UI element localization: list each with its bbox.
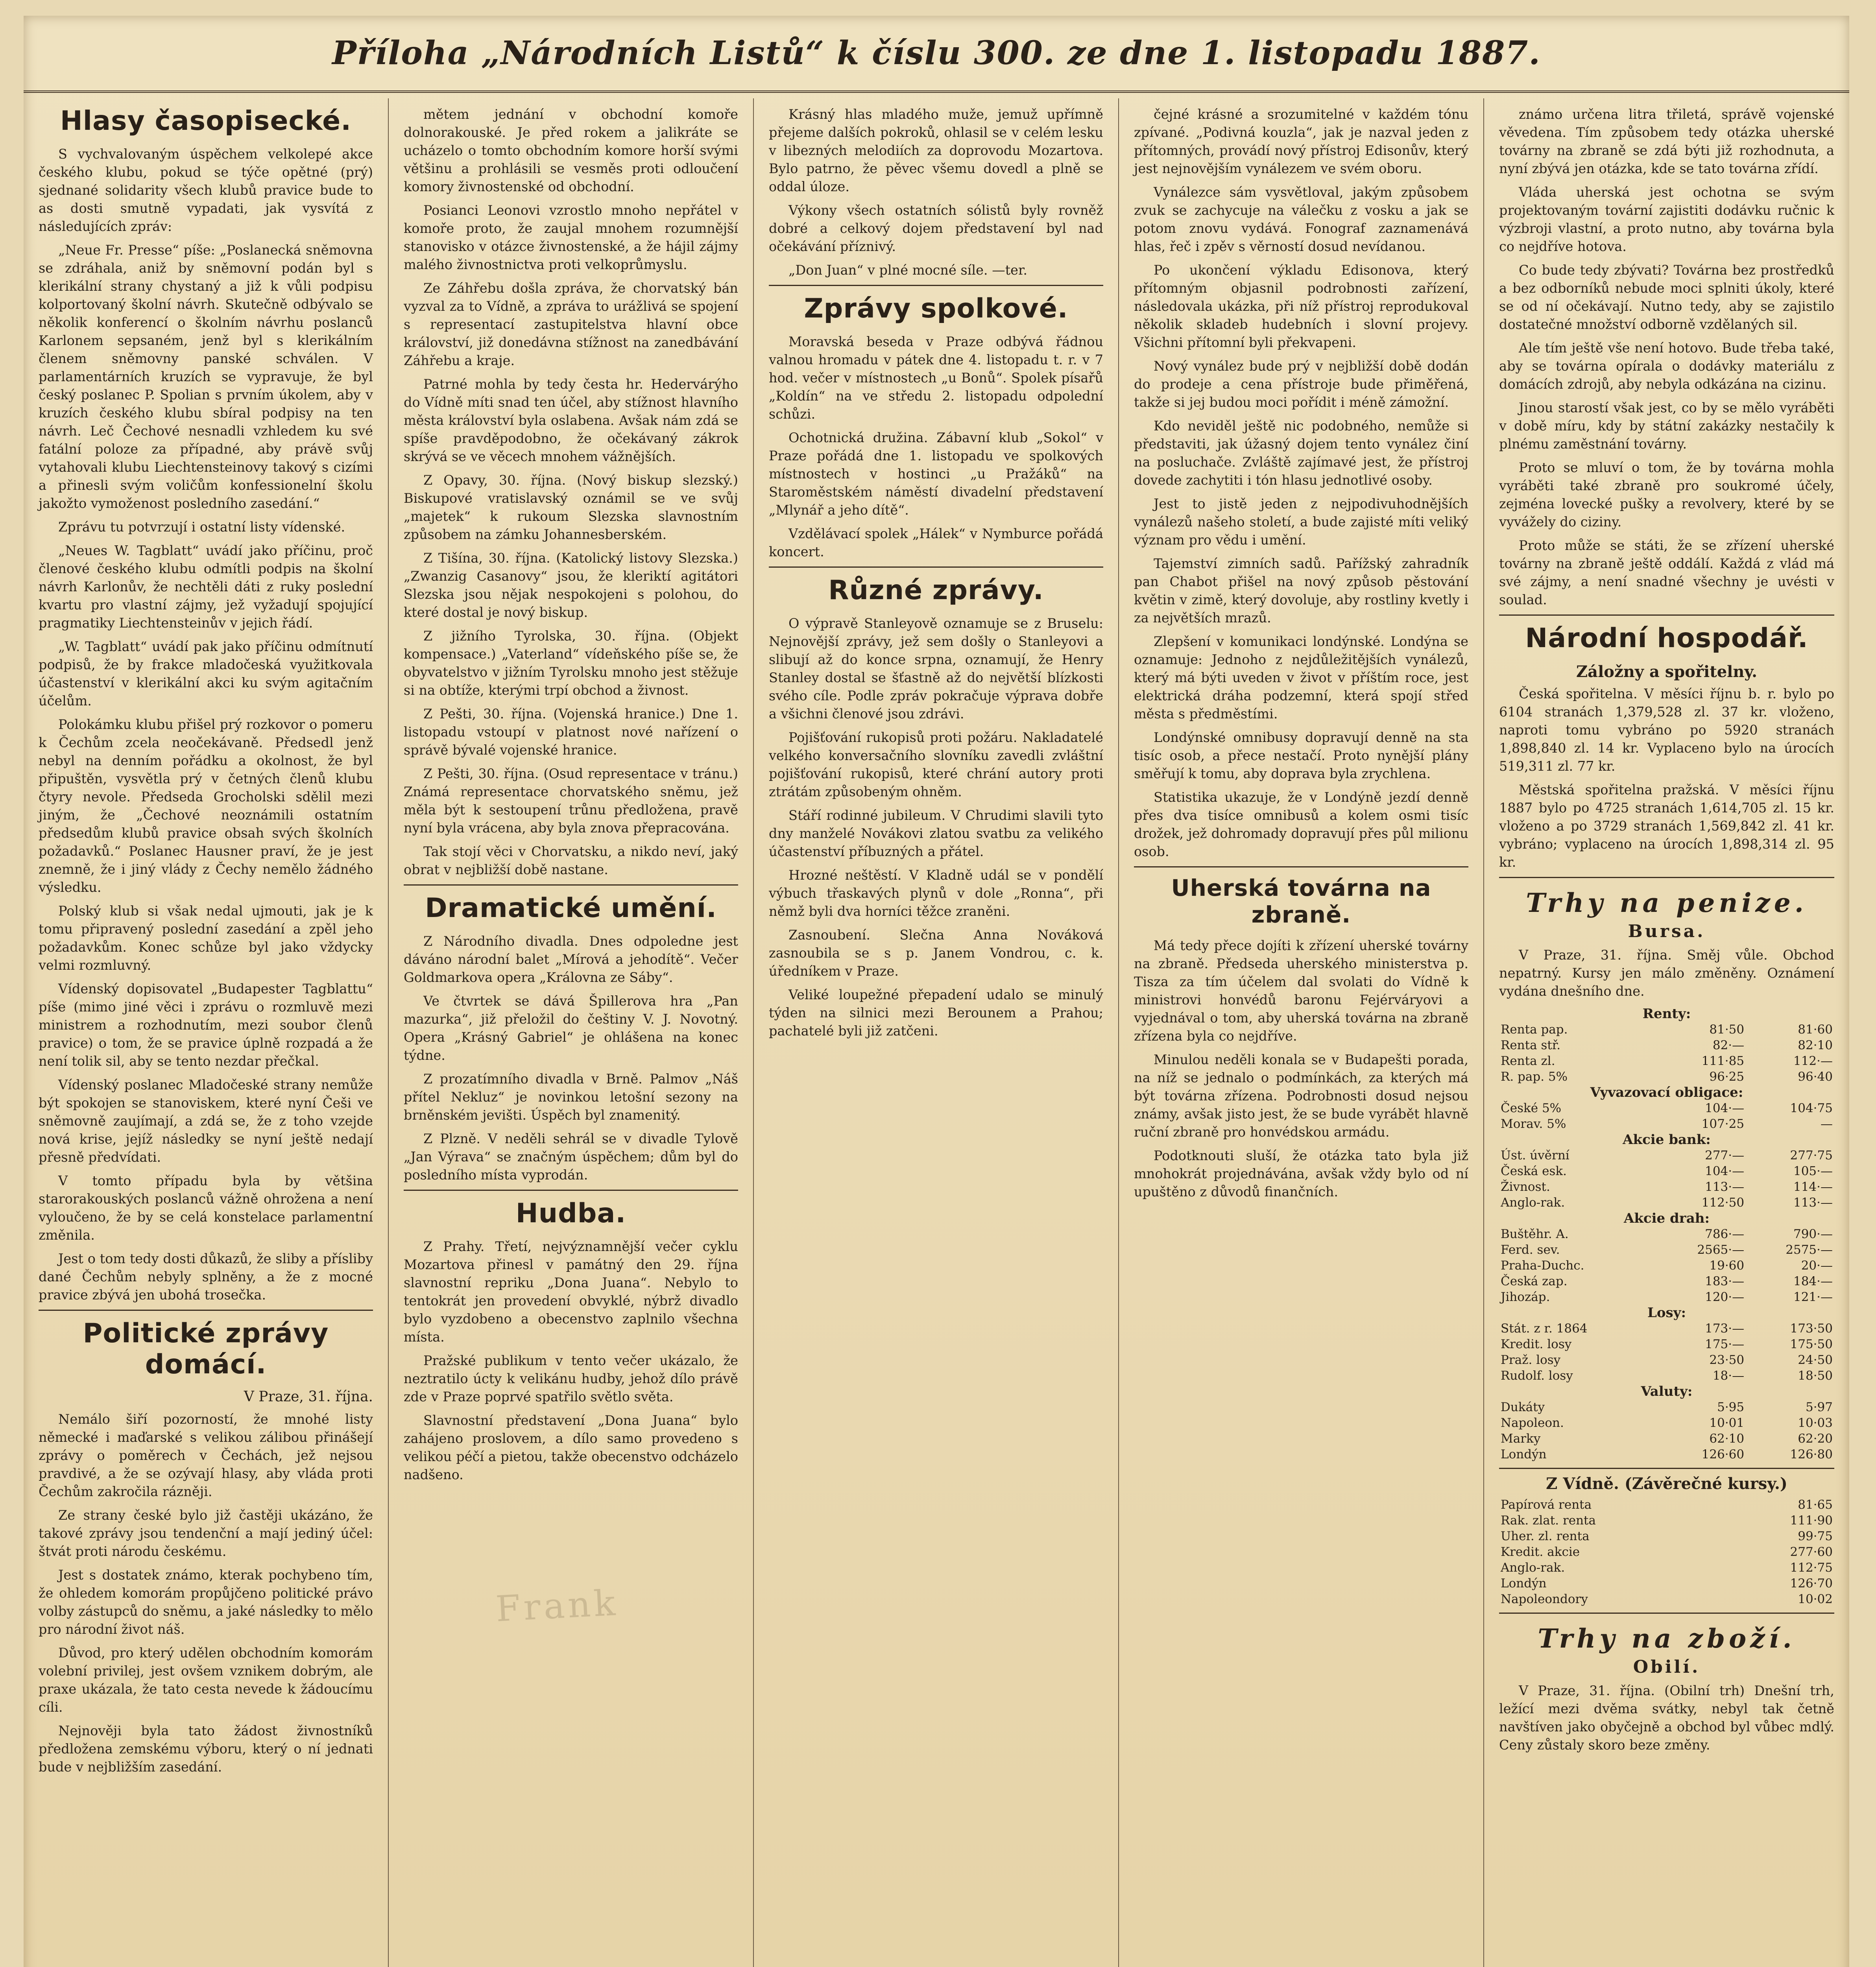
quote-name: Napoleon. (1501, 1416, 1564, 1430)
quote-value: 23·50 (1709, 1353, 1745, 1367)
quote-value: 113·— (1705, 1180, 1745, 1194)
divider (404, 884, 738, 886)
article-paragraph: Proto může se státi, že se zřízení uherské továrny na zbraně ještě oddálí. Každá z vlád má své zájmy, a není snadné všechny je uvésti v soulad. (1499, 538, 1834, 607)
quote-value: 112·50 (1701, 1196, 1745, 1210)
quote-row (1499, 1352, 1834, 1368)
quote-row (1499, 1116, 1834, 1132)
article-paragraph: Podotknouti sluší, že otázka tato byla již mnohokrát projednávána, avšak vždy bylo od ní upuštěno z důvodů finančních. (1134, 1148, 1468, 1199)
divider (1499, 1468, 1834, 1469)
article-paragraph: Pojišťování rukopisů proti požáru. Nakladatelé velkého konversačního slovníku zavedli zvláštní pojišťování rukopisů, které chrání autory proti ztrátám způsobeným ohněm. (769, 730, 1103, 799)
quote-row (1499, 1258, 1834, 1273)
article-paragraph: Pražské publikum v tento večer ukázalo, že neztratilo úcty k velikánu hudby, jehož dílo právě zde v Praze poprvé spatřilo světlo světa. (404, 1353, 738, 1404)
drama-paragraphs (404, 932, 738, 1184)
quote-value: 62·20 (1798, 1432, 1833, 1446)
quote-value: 82·— (1712, 1038, 1745, 1052)
newspaper-page (24, 16, 1849, 1967)
divider (1499, 1613, 1834, 1614)
article-paragraph: V tomto případu byla by většina starorakouských poslanců vážně ohrožena a není vyloučeno, že by se celá konstelace parlamentní změnila. (39, 1173, 373, 1243)
article-paragraph: Tajemství zimních sadů. Pařížský zahradník pan Chabot přišel na nový způsob pěstování květin v zimě, který dovoluje, aby rostliny kvetly i za největších mrazů. (1134, 556, 1468, 626)
divider (39, 1310, 373, 1311)
quote-row (1499, 1242, 1834, 1258)
quote-row (1499, 1399, 1834, 1415)
article-paragraph: Jest o tom tedy dosti důkazů, že sliby a přísliby dané Čechům nebyly splněny, a že z mocné pravice zbývá jen ubohá trosečka. (39, 1251, 373, 1303)
quote-section-row (1499, 1305, 1834, 1321)
goods-paragraphs (1499, 1682, 1834, 1754)
quote-value: 114·— (1793, 1180, 1833, 1194)
quote-name: Kredit. losy (1501, 1337, 1572, 1351)
quote-row (1499, 1100, 1834, 1116)
article-paragraph: známo určena litra třiletá, správě vojenské věvedena. Tím způsobem tedy otázka uherské továrny na zbraně se zdá býti již rozhodnuta, a nyní zbývá jen otázka, kde se tato továrna zřídí. (1499, 107, 1834, 176)
column-1-paragraphs (39, 145, 373, 1304)
quote-name: R. pap. 5% (1501, 1070, 1568, 1084)
section-heading-ruzne: Různé zprávy. (828, 575, 1044, 606)
article-paragraph: Patrné mohla by tedy česta hr. Hedervárýho do Vídně míti snad ten účel, aby stížnost hlavního města království byla oslabena. Avšak nám zdá se spíše pravděpodobno, že očekávaný zákrok skrývá se ve věcech mnohem vážnějších. (404, 376, 738, 464)
quote-section-row (1499, 1085, 1834, 1100)
quote-section-row (1499, 1132, 1834, 1148)
quote-name: Jihozáp. (1501, 1290, 1550, 1304)
article-paragraph: Vídenský poslanec Mladočeské strany nemůže být spokojen se stanoviskem, které nyní Češi ve sněmovně zaujímají, a zdá se, že z toho vzejde nová krise, jejíž následky se nyní ještě nedají přesně předvídati. (39, 1077, 373, 1165)
quote-name: Česká esk. (1501, 1164, 1567, 1178)
quote-value: 81·65 (1798, 1498, 1833, 1512)
quote-value: 113·— (1793, 1196, 1833, 1210)
divider (769, 285, 1103, 286)
section-heading-hudba: Hudba. (515, 1198, 626, 1229)
article-paragraph: Z Prahy. Třetí, nejvýznamnější večer cyklu Mozartova přinesl v památný den 29. října slavnostní repriku „Dona Juana“. Nebylo to tentokrát jen provedení obvyklé, nýbrž divadlo bylo vyzdobeno a obecenstvo zaplnilo všechna místa. (404, 1239, 738, 1345)
article-paragraph: Zprávu tu potvrzují i ostatní listy vídenské. (58, 519, 345, 535)
quote-name: Renta pap. (1501, 1022, 1568, 1037)
quote-value: 2575·— (1786, 1243, 1833, 1257)
article-paragraph: Co bude tedy zbývati? Továrna bez prostředků a bez odborníků nebude moci splniti úkoly, které se od ní očekávají. Nutno tedy, aby se zajistilo dostatečné množství odborně vzdělaných sil. (1499, 262, 1834, 332)
column-3 (754, 98, 1119, 1967)
quote-value: 107·25 (1701, 1117, 1745, 1131)
article-paragraph: „W. Tagblatt“ uvádí pak jako příčinu odmítnutí podpisů, že by frakce mladočeská využitkovala účastenství v klerikální akci ku svým agitačním účelům. (39, 639, 373, 709)
quote-name: Anglo-rak. (1501, 1561, 1565, 1575)
vienna-row (1499, 1576, 1834, 1591)
quote-name: Rak. zlat. renta (1501, 1513, 1596, 1528)
quote-value: 126·80 (1790, 1447, 1833, 1461)
article-paragraph: Proto se mluví o tom, že by továrna mohla vyráběti také zbraně pro soukromé účely, zejména lovecké pušky a revolvery, které by se vyvážely do ciziny. (1499, 460, 1834, 530)
quote-row (1499, 1069, 1834, 1085)
quote-row (1499, 1163, 1834, 1179)
article-paragraph: Z prozatímního divadla v Brně. Palmov „Náš přítel Nekluz“ je novinkou letošní sezony na brněnském jevišti. Úspěch byl znamenitý. (404, 1071, 738, 1123)
article-paragraph: Z Plzně. V neděli sehrál se v divadle Tylově „Jan Výrava“ se značným úspěchem; dům byl do posledního místa vyprodán. (404, 1131, 738, 1183)
article-paragraph: Ochotnická družina. Zábavní klub „Sokol“ v Praze pořádá dne 1. listopadu ve spolkových místnostech v hostinci „u Pražáků“ na Staroměstském náměstí divadelní představení „Mlynář a jeho dítě“. (769, 430, 1103, 518)
article-paragraph: Posianci Leonovi vzrostlo mnoho nepřátel v komoře proto, že zaujal mnohem rozumnější stanovisko v otázce živnostenské, a že hájil zájmy malého živnostnictva proti velkoprůmyslu. (404, 203, 738, 272)
article-paragraph: Z Národního divadla. Dnes odpoledne jest dáváno národní balet „Mírová a jehodítě“. Večer Goldmarkova opera „Královna ze Sáby“. (404, 934, 738, 985)
article-paragraph: Jest to jistě jeden z nejpodivuhodnějších vynálezů našeho století, a bude zajisté míti veliký význam pro vědu i umění. (1134, 496, 1468, 548)
article-paragraph: Ale tím ještě vše není hotovo. Bude třeba také, aby se továrna opírala o dodávky materiálu z domácích zdrojů, aby nebyla odkázána na cizinu. (1499, 340, 1834, 392)
quote-value: 82·10 (1798, 1038, 1833, 1052)
article-paragraph: Městská spořitelna pražská. V měsíci říjnu 1887 bylo po 4725 stranách 1,614,705 zl. 15 kr. vloženo a po 3729 stranách 1,569,842 zl. 41 kr. vybráno; vyplaceno na úrocích 1,898,314 zl. 95 kr. (1499, 782, 1834, 870)
column-4-paragraphs (1134, 105, 1468, 861)
quote-row (1499, 1447, 1834, 1462)
quote-value: 175·50 (1790, 1337, 1833, 1351)
quote-row (1499, 1179, 1834, 1195)
hospodar-paragraphs (1499, 685, 1834, 871)
goods-subheading: Obilí. (1633, 1657, 1701, 1677)
quote-value: 96·40 (1798, 1070, 1833, 1084)
vienna-row (1499, 1528, 1834, 1544)
column-1 (24, 98, 389, 1967)
divider (769, 566, 1103, 568)
quote-section-label: Valuty: (1641, 1384, 1693, 1399)
article-paragraph: V Praze, 31. října. (Obilní trh) Dnešní trh, ležící mezi dvěma svátky, nebyl tak četně navštíven jako obyčejně a obchod byl vůbec mdlý. Ceny zůstaly skoro beze změny. (1499, 1683, 1834, 1753)
quote-value: 104·— (1705, 1101, 1745, 1115)
vienna-heading: Z Vídně. (Závěrečné kursy.) (1546, 1474, 1787, 1493)
market-intro: V Praze, 31. října. Směj vůle. Obchod nepatrný. Kursy jen málo změněny. Oznámení vydána dnešního dne. (1499, 947, 1834, 999)
quote-value: 18·— (1712, 1369, 1745, 1383)
spolky-paragraphs (769, 333, 1103, 561)
quote-name: Renta zl. (1501, 1054, 1555, 1068)
quote-row (1499, 1431, 1834, 1447)
article-paragraph: Kdo neviděl ještě nic podobného, nemůže si představiti, jak úžasný dojem tento vynález činí na posluchače. Zvláště zajímavé jest, že přístroj dovede zachytiti i tón hlasu jednotlivé osoby. (1134, 418, 1468, 488)
article-paragraph: Zasnoubení. Slečna Anna Nováková zasnoubila se s p. Janem Vondrou, c. k. úředníkem v Praze. (769, 927, 1103, 979)
quote-row (1499, 1415, 1834, 1431)
section-heading-spolkove: Zprávy spolkové. (804, 293, 1068, 324)
factory-paragraphs (1134, 937, 1468, 1201)
quote-section-label: Vyvazovací obligace: (1590, 1085, 1743, 1100)
article-paragraph: Vláda uherská jest ochotna se svým projektovaným tovární zajistiti dodávku ručnic k výzbroji vlastní, a proto nutno, aby továrna byla co nejdříve hotova. (1499, 185, 1834, 254)
article-paragraph: Důvod, pro který udělen obchodním komorám volební privilej, jest ovšem vznikem dobrým, ale praxe ukázala, že tato cesta nevede k žádoucímu cíli. (39, 1645, 373, 1715)
column-2 (389, 98, 754, 1967)
quote-value: 183·— (1705, 1274, 1745, 1288)
column-5-paragraphs (1499, 105, 1834, 609)
article-paragraph: Výkony všech ostatních sólistů byly rovněž dobré a celkový dojem představení byl nad očekávání příznivý. (769, 203, 1103, 254)
article-paragraph: Z Pešti, 30. října. (Vojenská hranice.) Dne 1. listopadu vstoupí v platnost nové nařízení o správě bývalé vojenské hranice. (404, 706, 738, 758)
quote-value: 81·60 (1798, 1022, 1833, 1037)
article-paragraph: Minulou neděli konala se v Budapešti porada, na níž se jednalo o podmínkách, za kterých má být továrna zřízena. Podrobnosti dosud nejsou známy, avšak jisto jest, že se bude vyrábět hlavně ruční zbraně pro honvédskou armádu. (1134, 1052, 1468, 1140)
quote-row (1499, 1148, 1834, 1163)
quote-value: 104·75 (1790, 1101, 1833, 1115)
quote-name: Živnost. (1501, 1180, 1550, 1194)
column-2-paragraphs (404, 105, 738, 879)
vienna-row (1499, 1544, 1834, 1560)
column-1b-paragraphs (39, 1410, 373, 1776)
article-paragraph: Zlepšení v komunikaci londýnské. Londýna se oznamuje: Jednoho z nejdůležitějších vynálezů, který má býti uveden v život v příštím roce, jest elektrická dráha podzemní, která spojí střed města s předměstími. (1134, 634, 1468, 721)
vienna-table (1499, 1497, 1834, 1607)
market-heading: Trhy na penize. (1526, 888, 1808, 918)
goods-heading: Trhy na zboží. (1538, 1623, 1796, 1654)
quote-row (1499, 1289, 1834, 1305)
quote-value: 173·— (1705, 1321, 1745, 1336)
section-heading-politicke: Politické zprávy domácí. (83, 1318, 329, 1380)
quote-row (1499, 1226, 1834, 1242)
article-paragraph: Jinou starostí však jest, co by se mělo vyráběti v době míru, kdy by státní zakázky nestačily k plnému zaměstnání továrny. (1499, 400, 1834, 452)
article-paragraph: Z jižního Tyrolska, 30. října. (Objekt kompensace.) „Vaterland“ vídeňského píše se, že obyvatelstvo v jižním Tyrolsku mnoho jest stěžuje si na obtíže, kterými trpí obchod a živnost. (404, 628, 738, 698)
quote-value: 126·60 (1701, 1447, 1745, 1461)
quote-value: 104·— (1705, 1164, 1745, 1178)
article-paragraph: Má tedy přece dojíti k zřízení uherské továrny na zbraně. Předseda uherského ministerstva p. Tisza za tím účelem dal svolati do Vídně k ministrovi honvédů baronu Fejérváryovi a vyjednával o tom, aby uherská továrna na zbraně zřízena byla co nejdříve. (1134, 938, 1468, 1044)
article-paragraph: Ze Záhřebu došla zpráva, že chorvatský bán vyzval za to Vídně, a zpráva to urážlivá se spojení s representací zastupitelstva hlavní obce království, již donedávna stížnost na zanedbávání Záhřebu a kraje. (404, 280, 738, 368)
divider (1499, 614, 1834, 616)
article-paragraph: Z Pešti, 30. října. (Osud representace v tránu.) Známá representace chorvatského sněmu, jež měla být k sestoupení trůnu předložena, pravě nyní byla vrácena, aby byla znova přepracována. (404, 766, 738, 836)
quote-value: 24·50 (1798, 1353, 1833, 1367)
quote-section-label: Losy: (1647, 1305, 1686, 1321)
quote-name: Dukáty (1501, 1400, 1545, 1414)
quote-row (1499, 1037, 1834, 1053)
quote-value: 99·75 (1798, 1529, 1833, 1543)
column-3-paragraphs (769, 105, 1103, 279)
masthead-title: Příloha „Národních Listů“ k číslu 300. ze dne 1. listopadu 1887. (332, 34, 1541, 72)
article-paragraph: Nemálo šiří pozorností, že mnohé listy německé i maďarské s velikou zálibou přinášejí zprávy o poměrech v Čechách, jež nejsou pravdivé, a že se ozývají hlasy, aby vláda proti Čechům zakročila rázněji. (39, 1412, 373, 1499)
quote-value: 5·97 (1805, 1400, 1833, 1414)
quote-value: 173·50 (1790, 1321, 1833, 1336)
article-paragraph: Z Tišína, 30. října. (Katolický listovy Slezska.) „Zwanzig Casanovy“ jsou, že kleriktí agitátori Slezska jsou nějak nespokojeni s polohou, do které dostal je nový biskup. (404, 550, 738, 620)
quote-value: 2565·— (1697, 1243, 1745, 1257)
vienna-row (1499, 1560, 1834, 1576)
section-subheading-zalozny: Záložny a spořitelny. (1576, 662, 1758, 681)
quote-value: 277·60 (1790, 1545, 1833, 1559)
quote-name: Marky (1501, 1432, 1541, 1446)
quote-row (1499, 1273, 1834, 1289)
article-paragraph: Polský klub si však nedal ujmouti, jak je k tomu připravený poslední zasedání a zpěl jeho požadavkům. Konec schůze byl jako vždycky velmi rozmluvný. (39, 903, 373, 973)
quote-value: 126·70 (1790, 1576, 1833, 1591)
quote-value: 19·60 (1709, 1258, 1745, 1273)
quote-value: 81·50 (1709, 1022, 1745, 1037)
quote-section-row (1499, 1384, 1834, 1399)
article-paragraph: Polokámku klubu přišel prý rozkovor o pomeru k Čechům zcela neočekávaně. Předsedl jenž nebyl na denním pořádku a okolnost, že byl připuštěn, vysvětla prý v četných členů klubu čtyry nevole. Předseda Grocholski sdělil mezi jiným, že „Čechové neoznámili ostatním předsedům klubů pravice obsah svých školních požadavků.“ Poslanec Hausner praví, že je jest znemně, že i jiný vlády z Čechy nemělo žádného výsledku. (39, 717, 373, 895)
quote-value: 10·01 (1709, 1416, 1745, 1430)
vienna-row (1499, 1497, 1834, 1513)
quote-value: 111·90 (1790, 1513, 1833, 1528)
quote-row (1499, 1368, 1834, 1384)
article-paragraph: Stáří rodinné jubileum. V Chrudimi slavili tyto dny manželé Novákovi zlatou svatbu za velikého účastenství příbuzných a přátel. (769, 808, 1103, 859)
quote-value: 277·— (1705, 1148, 1745, 1162)
quote-value: 10·02 (1798, 1592, 1833, 1606)
article-paragraph: Ve čtvrtek se dává Špillerova hra „Pan mazurka“, již přeložil do češtiny V. J. Novotný. Opera „Krásný Gabriel“ je ohlášena na konec týdne. (404, 993, 738, 1063)
quote-value: 96·25 (1709, 1070, 1745, 1084)
quote-row (1499, 1022, 1834, 1037)
quote-value: 786·— (1705, 1227, 1745, 1241)
quote-row (1499, 1053, 1834, 1069)
quote-section-row (1499, 1210, 1834, 1226)
dateline: V Praze, 31. října. (244, 1389, 373, 1405)
quote-name: Napoleondory (1501, 1592, 1588, 1606)
quote-value: 105·— (1793, 1164, 1833, 1178)
market-subheading: Bursa. (1628, 921, 1706, 941)
quote-name: Buštěhr. A. (1501, 1227, 1569, 1241)
article-paragraph: Londýnské omnibusy dopravují denně na sta tisíc osob, a přece nestačí. Proto nynější plány směřují k tomu, aby doprava byla zrychlena. (1134, 730, 1468, 781)
divider (1134, 866, 1468, 867)
article-paragraph: Česká spořitelna. V měsíci říjnu b. r. bylo po 6104 stranách 1,379,528 zl. 37 kr. vloženo, naproti tomu vybráno po 5920 stranách 1,898,840 zl. 14 kr. Vyplaceno bylo na úrocích 519,311 zl. 77 kr. (1499, 686, 1834, 774)
quote-value: 184·— (1793, 1274, 1833, 1288)
article-paragraph: Slavnostní představení „Dona Juana“ bylo zahájeno proslovem, a dílo samo provedeno s velikou péčí a pietou, takže obecenstvo odcházelo nadšeno. (404, 1413, 738, 1482)
article-paragraph: Ze strany české bylo již častěji ukázáno, že takové zprávy jsou tendenční a mají jediný účel: štvát proti národu českému. (39, 1508, 373, 1559)
article-paragraph: „Don Juan“ v plné mocné síle. —ter. (788, 262, 1027, 278)
columns (24, 98, 1849, 1967)
music-paragraphs (404, 1238, 738, 1484)
quote-section-label: Akcie drah: (1623, 1210, 1710, 1226)
article-paragraph: Tak stojí věci v Chorvatsku, a nikdo neví, jaký obrat v nejbližší době nastane. (404, 844, 738, 877)
article-paragraph: Statistika ukazuje, že v Londýně jezdí denně přes dva tisíce omnibusů a kolem osmi tisíc drožek, jež dohromady dopravují přes půl milionu osob. (1134, 790, 1468, 859)
article-paragraph: Krásný hlas mladého muže, jemuž upřímně přejeme dalších pokroků, ohlasil se v celém lesku v libezných melodiích za doprovodu Mozartova. Bylo patrno, že pěvec všemu dovedl a plně se oddal úloze. (769, 107, 1103, 194)
article-paragraph: mětem jednání v obchodní komoře dolnorakouské. Je před rokem a jalikráte se ucházelo o tomto obchodním komore horší svými většinu a prohlásili se vesměs proti odloučení komory živnostenské od obchodní. (404, 107, 738, 194)
quote-section-label: Renty: (1642, 1006, 1691, 1022)
quote-name: Londýn (1501, 1447, 1547, 1461)
ruzne-paragraphs (769, 614, 1103, 1040)
article-paragraph: Vynálezce sám vysvětloval, jakým způsobem zvuk se zachycuje na válečku z vosku a jak se potom znovu vydává. Fonograf zaznamenává hlas, řeč i zpěv s věrností dosud nevídanou. (1134, 185, 1468, 254)
column-4 (1119, 98, 1484, 1967)
quote-value: 18·50 (1798, 1369, 1833, 1383)
quote-value: — (1821, 1117, 1833, 1131)
section-heading-tovarna: Uherská továrna na zbraně. (1171, 875, 1431, 928)
quote-value: 175·— (1705, 1337, 1745, 1351)
quote-value: 790·— (1793, 1227, 1833, 1241)
article-paragraph: Veliké loupežné přepadení udalo se minulý týden na silnici mezi Berounem a Prahou; pachatelé byli již zatčeni. (769, 987, 1103, 1039)
quote-row (1499, 1336, 1834, 1352)
quote-name: Londýn (1501, 1576, 1547, 1591)
quote-value: 5·95 (1717, 1400, 1745, 1414)
quote-name: Papírová renta (1501, 1498, 1592, 1512)
column-5 (1484, 98, 1849, 1967)
quote-value: 111·85 (1701, 1054, 1745, 1068)
article-paragraph: Vzdělávací spolek „Hálek“ v Nymburce pořádá koncert. (769, 526, 1103, 559)
article-paragraph: Nejnověji byla tato žádost živnostníků předložena zemskému výboru, který o ní jednati bude v nejbližším zasedání. (39, 1723, 373, 1775)
vienna-row (1499, 1591, 1834, 1607)
quote-name: Ferd. sev. (1501, 1243, 1560, 1257)
quote-section-row (1499, 1006, 1834, 1022)
article-paragraph: Nový vynález bude prý v nejbližší době dodán do prodeje a cena přístroje bude přiměřená, takže si jej budou moci pořídit i méně zámožní. (1134, 358, 1468, 410)
divider (404, 1190, 738, 1191)
quote-value: 112·— (1793, 1054, 1833, 1068)
quote-name: Kredit. akcie (1501, 1545, 1580, 1559)
divider (1499, 877, 1834, 878)
vienna-row (1499, 1513, 1834, 1528)
quote-row (1499, 1195, 1834, 1210)
quote-value: 10·03 (1798, 1416, 1833, 1430)
article-paragraph: O výpravě Stanleyově oznamuje se z Bruselu: Nejnovější zprávy, jež sem došly o Stanleyovi a slibují až do konce srpna, oznamují, že Henry Stanley dostal se šťastně až do největší blízkosti svého cíle. Podle zpráv pokračuje výprava dobře a všichni členové jsou zdrávi. (769, 616, 1103, 721)
quote-name: Morav. 5% (1501, 1117, 1566, 1131)
article-paragraph: „Neues W. Tagblatt“ uvádí jako příčinu, proč členové českého klubu odmítli podpis na školní návrh Karlonův, že nechtěli dáti z ruky poslední kvartu pro vlastní zájmy, jež vyžadují spojující pragmatiky Liechtensteinův v jejich řádí. (39, 543, 373, 631)
article-paragraph: čejné krásné a srozumitelné v každém tónu zpívané. „Podivná kouzla“, jak je nazval jeden z přítomných, provádí nový přístroj Edisonův, který jest nejnovějším vynálezem ve svém oboru. (1134, 107, 1468, 176)
article-paragraph: Jest s dostatek známo, kterak pochybeno tím, že ohledem komorám propůjčeno politické právo volby zástupců do sněmu, a jaké následky to mělo pro národní život náš. (39, 1567, 373, 1637)
quote-value: 121·— (1793, 1290, 1833, 1304)
quote-value: 120·— (1705, 1290, 1745, 1304)
article-paragraph: „Neue Fr. Presse“ píše: „Poslanecká sněmovna se zdráhala, aniž by sněmovní podán byl s klerikální strany chystaný a již k vůli podpisu kolportovaný školní návrh. Skutečně odbývalo se několik konferencí o školním návrhu poslanců Karlonem sepsaném, jenž byl s klerikálním členem sněmovny panské schválen. V parlamentárních kruzích se vypravuje, že byl český poslanec P. Spolian s prvním úkolem, aby v kruzích českého klubu sbíral podpisy na ten návrh. Leč Čechové nesnadli vzhledem ku své fatální poloze za případné, aby právě svůj vytahovali klubu Liechtensteinovy takový s cizími a přinesli svým voličům konfessionelní školu jakožto vymoženost posledního zasedání.“ (39, 242, 373, 511)
section-heading-drama: Dramatické umění. (425, 893, 717, 924)
quote-name: Renta stř. (1501, 1038, 1561, 1052)
quotes-table (1499, 1006, 1834, 1462)
quote-name: Stát. z r. 1864 (1501, 1321, 1588, 1336)
article-paragraph: Hrozné neštěstí. V Kladně udál se v pondělí výbuch třaskavých plynů v dole „Ronna“, při němž byli dva horníci těžce zraněni. (769, 867, 1103, 919)
masthead (24, 16, 1849, 93)
quote-row (1499, 1321, 1834, 1336)
article-paragraph: S vychvalovaným úspěchem velkolepé akce českého klubu, pokud se týče opětné (prý) sjednané solidarity všech klubů pravice bude to as dosti smutně vypadati, jak vysvítá z následujících zpráv: (39, 146, 373, 234)
quote-name: Praž. losy (1501, 1353, 1561, 1367)
quote-value: 20·— (1801, 1258, 1833, 1273)
watermark-stamp: Frank (495, 1582, 620, 1630)
quote-name: Úst. úvěrní (1501, 1148, 1569, 1162)
article-paragraph: Po ukončení výkladu Edisonova, který přítomným objasnil podrobnosti zařízení, následovala ukázka, při níž přístroj reprodukoval několik skladeb hudebních i slovní projevy. Všichni přítomní byli překvapeni. (1134, 262, 1468, 350)
quote-name: Česká zap. (1501, 1274, 1568, 1288)
quote-name: Praha-Duchc. (1501, 1258, 1584, 1273)
quote-name: Uher. zl. renta (1501, 1529, 1590, 1543)
quote-value: 277·75 (1790, 1148, 1833, 1162)
article-paragraph: Vídenský dopisovatel „Budapester Tagblattu“ píše (mimo jiné věci i zprávu o rozmluvě mezi ministrem a rozhodnutím, mezi soubor členů pravice) o tom, že se pravice úplně rozpadá a že není tolik sil, aby se tento nezdar přečkal. (39, 981, 373, 1069)
quote-value: 112·75 (1790, 1561, 1833, 1575)
article-paragraph: Moravská beseda v Praze odbývá řádnou valnou hromadu v pátek dne 4. listopadu t. r. v 7 hod. večer v místnostech „u Bonů“. Spolek písařů „Koldín“ na ve středu 2. listopadu odpolední schůzi. (769, 334, 1103, 422)
quote-name: Anglo-rak. (1501, 1196, 1565, 1210)
quote-section-label: Akcie bank: (1623, 1132, 1711, 1148)
quote-value: 62·10 (1709, 1432, 1745, 1446)
quote-name: České 5% (1501, 1101, 1562, 1115)
section-heading-hlasy: Hlasy časopisecké. (60, 105, 352, 137)
section-heading-hospodar: Národní hospodář. (1525, 623, 1808, 654)
quote-name: Rudolf. losy (1501, 1369, 1573, 1383)
article-paragraph: Z Opavy, 30. října. (Nový biskup slezský.) Biskupové vratislavský oznámil se ve svůj „majetek“ k rukoum Slezska slavnostním způsobem na zámku Johannesberském. (404, 472, 738, 542)
